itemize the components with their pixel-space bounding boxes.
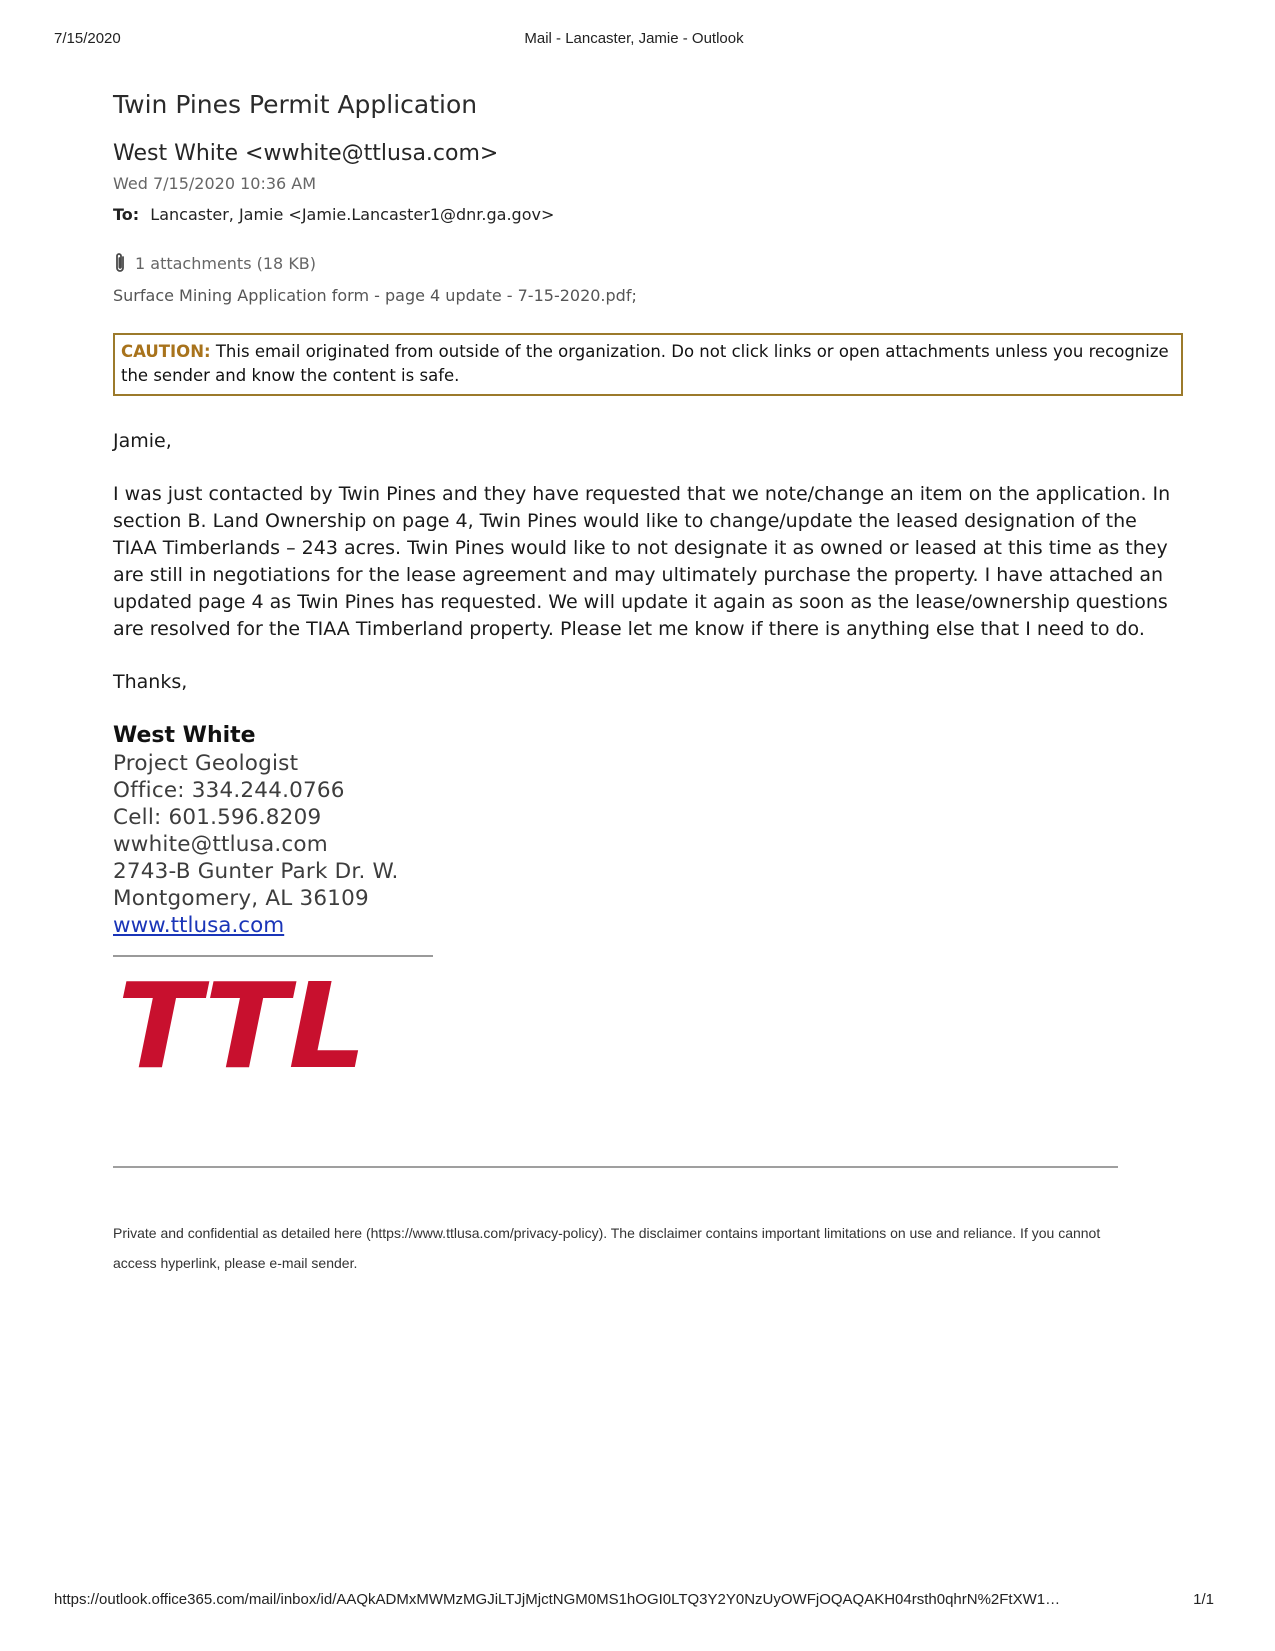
email-body — [113, 428, 1183, 696]
email-closing: Thanks, — [113, 671, 188, 693]
page-number: 1/1 — [1193, 1591, 1214, 1608]
to-label: To: — [113, 205, 140, 224]
email-recipients — [113, 205, 1183, 224]
ttl-logo — [113, 967, 435, 1082]
print-date: 7/15/2020 — [54, 30, 121, 47]
signature-email: wwhite@ttlusa.com — [113, 832, 328, 857]
print-title: Mail - Lancaster, Jamie - Outlook — [524, 30, 744, 47]
signature-address-line1: 2743-B Gunter Park Dr. W. — [113, 859, 399, 884]
ttl-logo-wrap — [113, 955, 435, 1082]
print-header — [54, 30, 1214, 52]
caution-text: This email originated from outside of the organization. Do not click links or open attachments unless you recognize the sender and know the content is safe. — [121, 342, 1169, 385]
caution-label: CAUTION: — [121, 342, 211, 361]
signature-address-line2: Montgomery, AL 36109 — [113, 886, 369, 911]
email-subject: Twin Pines Permit Application — [113, 90, 478, 119]
signature-website-link[interactable]: www.ttlusa.com — [113, 913, 285, 938]
signature-name: West White — [113, 723, 256, 748]
paperclip-icon — [113, 252, 127, 274]
print-url: https://outlook.office365.com/mail/inbox/id/AAQkADMxMWMzMGJiLTJjMjctNGM0MS1hOGI0LTQ3Y2Y0NzUyOWFjOQAQAKH04rsth0qhrN%2FtXW1… — [54, 1591, 1061, 1608]
disclaimer-text: Private and confidential as detailed here (https://www.ttlusa.com/privacy-policy). The disclaimer contains important limitations on use and reliance. If you cannot access hyperlink, please e-mail sender. — [113, 1225, 1101, 1271]
signature-title: Project Geologist — [113, 751, 299, 776]
to-recipient[interactable]: Lancaster, Jamie <Jamie.Lancaster1@dnr.ga.gov> — [150, 205, 555, 224]
signature-cell: Cell: 601.596.8209 — [113, 805, 322, 830]
footer-divider — [113, 1166, 1118, 1168]
email-greeting: Jamie, — [113, 430, 172, 452]
email-sender[interactable]: West White <wwhite@ttlusa.com> — [113, 141, 499, 166]
email-sent-date: Wed 7/15/2020 10:36 AM — [113, 174, 317, 193]
caution-banner — [113, 333, 1183, 396]
attachment-file[interactable]: Surface Mining Application form - page 4 update - 7-15-2020.pdf; — [113, 286, 637, 305]
attachments-count: 1 attachments (18 KB) — [135, 253, 317, 273]
ttl-logo-text: TTL — [117, 967, 367, 1082]
logo-divider — [113, 955, 433, 957]
email-content — [113, 90, 1183, 1082]
email-paragraph: I was just contacted by Twin Pines and they have requested that we note/change an item on the application. In section B. Land Ownership on page 4, Twin Pines would like to change/update the leased designation of the TIAA Timberlands – 243 acres. Twin Pines would like to not designate it as owned or leased at this time as they are still in negotiations for the lease agreement and may ultimately purchase the property. I have attached an updated page 4 as Twin Pines has requested. We will update it again as soon as the lease/ownership questions are resolved for the TIAA Timberland property. Please let me know if there is anything else that I need to do. — [113, 483, 1171, 640]
signature-office: Office: 334.244.0766 — [113, 778, 345, 803]
signature-block — [113, 722, 1183, 1082]
attachments-summary[interactable] — [113, 252, 1183, 274]
